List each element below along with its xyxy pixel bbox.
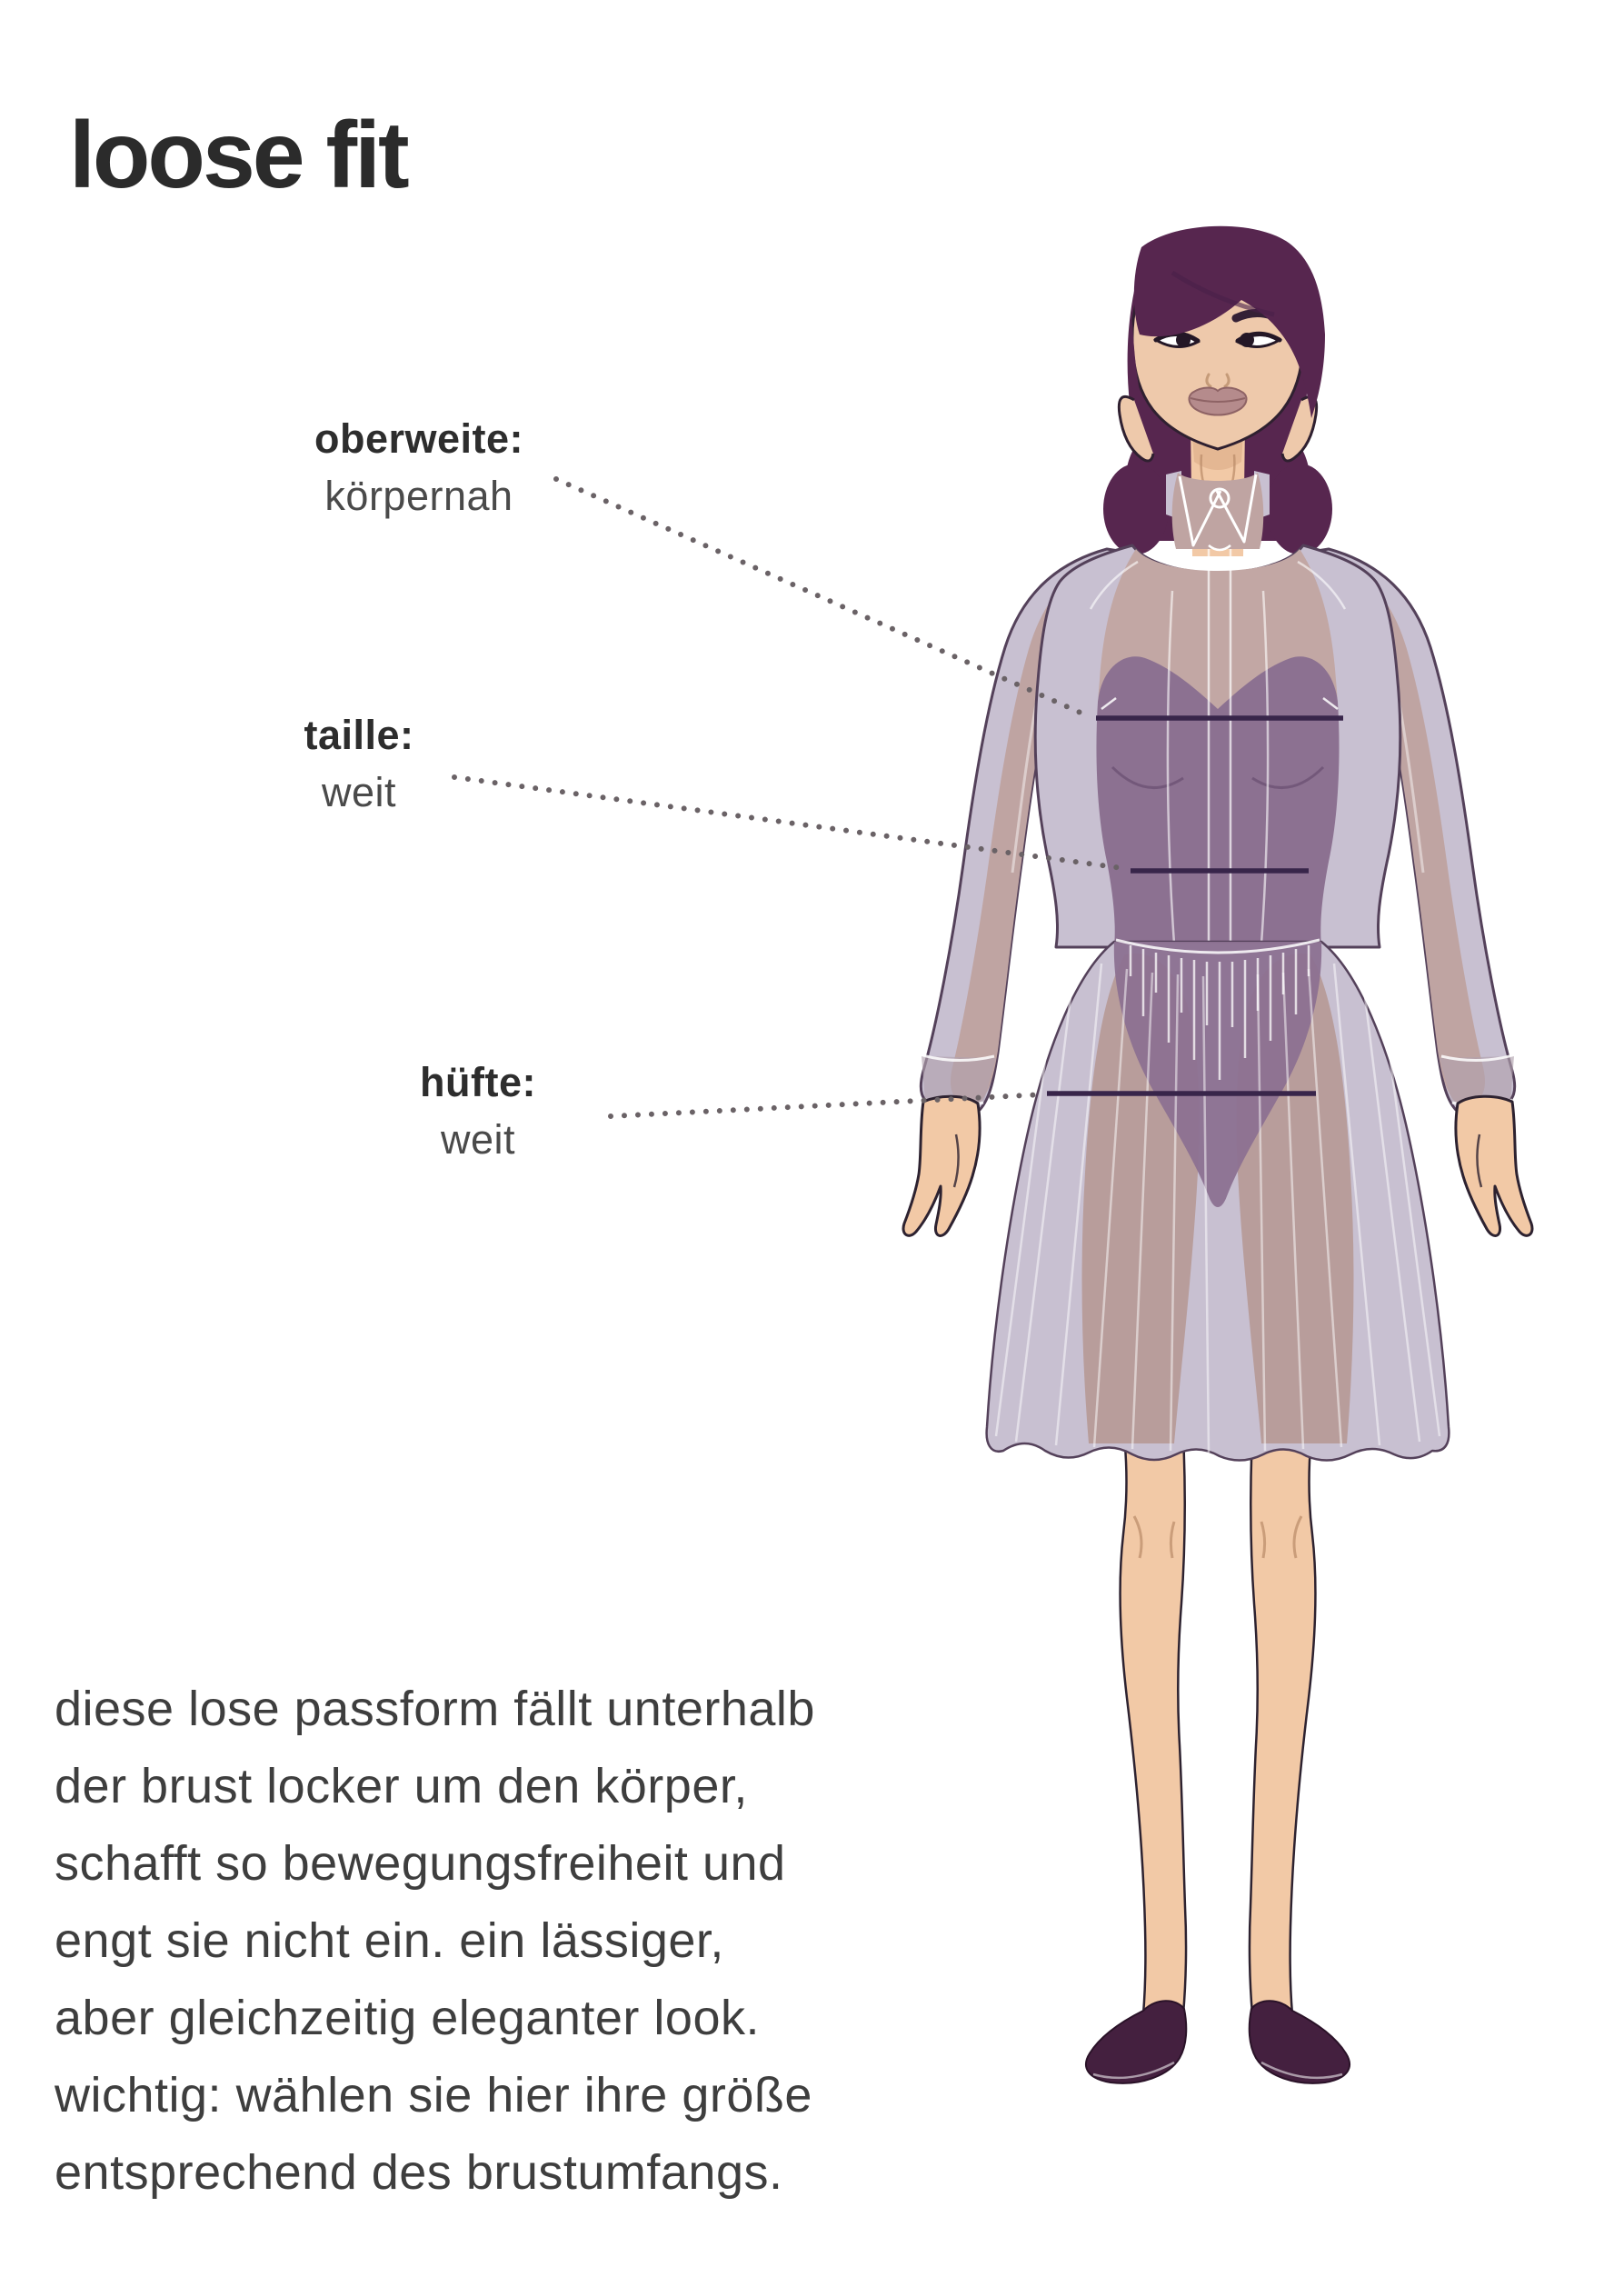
bodysuit-bustier <box>1096 656 1339 947</box>
right-ear <box>1282 396 1317 461</box>
face <box>1119 235 1316 461</box>
eyes <box>1156 333 1280 347</box>
waist-label: taille: <box>304 712 414 758</box>
right-eyebrow <box>1236 313 1281 320</box>
hair-fringe <box>1128 226 1325 418</box>
left-eyebrow <box>1154 313 1200 320</box>
bodice <box>1035 509 1400 947</box>
description-line: diese lose passform fällt unterhalb <box>55 1682 815 1736</box>
description-line: engt sie nicht ein. ein lässiger, <box>55 1913 724 1968</box>
bodysuit-bottom <box>1114 942 1321 1207</box>
lips <box>1189 388 1246 415</box>
neck <box>1191 425 1245 556</box>
skirt-yoke-line <box>1116 940 1320 953</box>
bust-value: körpernah <box>324 473 513 519</box>
left-cuff <box>922 1056 996 1104</box>
legs <box>1120 1400 1316 2014</box>
description-line: schafft so bewegungsfreiheit und <box>55 1836 786 1891</box>
right-hand <box>1456 1096 1532 1235</box>
left-sleeve <box>920 549 1131 1110</box>
right-sleeve <box>1304 549 1516 1110</box>
measurement-waist <box>225 714 493 813</box>
nose <box>1207 375 1229 386</box>
leader-lines <box>454 479 1129 1116</box>
skirt-stripes <box>996 964 1440 1453</box>
measurement-lines <box>1047 698 1343 1094</box>
bust-leader-dotted-line <box>556 479 1089 716</box>
right-leg <box>1250 1400 1316 2014</box>
hands <box>903 1096 1532 1235</box>
measurement-hip <box>344 1059 613 1163</box>
collar-button <box>1211 489 1229 507</box>
hip-label: hüfte: <box>420 1059 536 1105</box>
description-line: aber gleichzeitig eleganter look. <box>55 1991 760 2045</box>
left-ear <box>1119 396 1153 461</box>
left-shoe <box>1086 2001 1186 2083</box>
skirt <box>987 940 1450 1461</box>
hair-back <box>1103 240 1332 554</box>
left-hand <box>903 1096 980 1235</box>
placket-seams <box>1209 509 1230 944</box>
left-leg <box>1120 1400 1186 2014</box>
waist-value: weit <box>321 769 397 815</box>
page-title: loose fit <box>69 103 407 208</box>
description-line: wichtig: wählen sie hier ihre größe <box>55 2068 812 2122</box>
skirt-gathers <box>1131 945 1309 1080</box>
shoes <box>1086 2001 1350 2083</box>
hip-value: weit <box>440 1116 516 1163</box>
description-line: der brust locker um den körper, <box>55 1759 748 1813</box>
left-thigh-through-skirt <box>1082 954 1200 1443</box>
waist-leader-dotted-line <box>454 777 1129 869</box>
fit-description <box>55 1671 927 2212</box>
measurement-bust <box>244 415 594 519</box>
right-shoe <box>1250 2001 1350 2083</box>
description-line: entsprechend des brustumfangs. <box>55 2145 783 2200</box>
hip-leader-dotted-line <box>611 1094 1043 1116</box>
collar <box>1166 471 1270 550</box>
right-cuff <box>1440 1056 1514 1104</box>
right-thigh-through-skirt <box>1237 954 1354 1443</box>
bust-label: oberweite: <box>314 415 524 462</box>
